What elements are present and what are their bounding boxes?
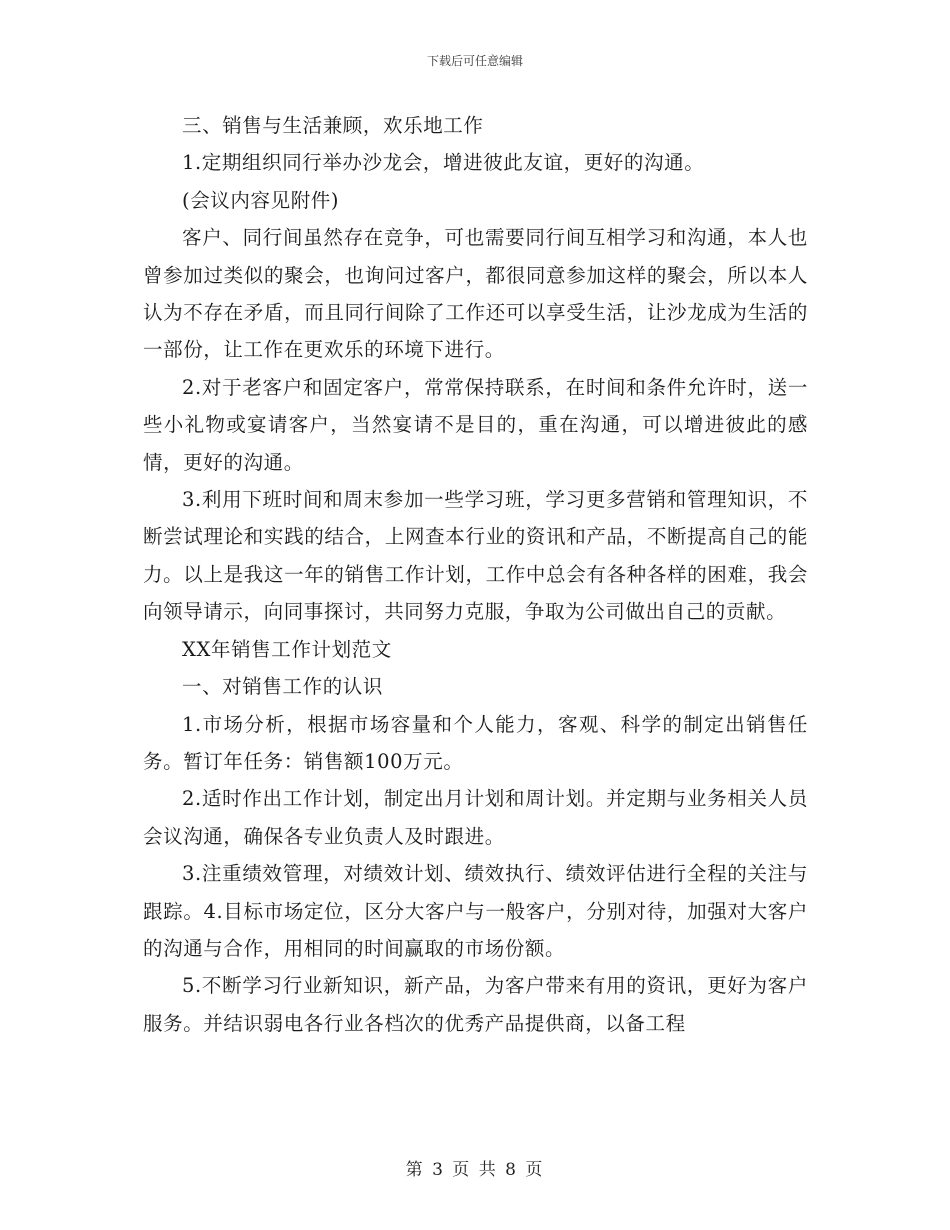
paragraph: 1.定期组织同行举办沙龙会，增进彼此友谊，更好的沟通。 <box>182 151 705 175</box>
paragraph: 2.适时作出工作计划，制定出月计划和周计划。并定期与业务相关人员会议沟通，确保各专业负责人及时跟进。 <box>143 787 808 848</box>
paragraph: 1.市场分析，根据市场容量和个人能力，客观、科学的制定出销售任务。暂订年任务：销售额100万元。 <box>143 712 808 773</box>
paragraph: (会议内容见附件) <box>182 188 340 212</box>
document-subtitle: XX年销售工作计划范文 <box>182 637 392 661</box>
paragraph: 5.不断学习行业新知识，新产品，为客户带来有用的资讯，更好为客户服务。并结识弱电各行业各档次的优秀产品提供商，以备工程 <box>143 974 808 1035</box>
page-number-footer: 第 3 页 共 8 页 <box>405 1160 545 1180</box>
section-heading-3: 三、销售与生活兼顾，欢乐地工作 <box>182 114 484 137</box>
document-body <box>143 107 808 1042</box>
paragraph: 3.注重绩效管理，对绩效计划、绩效执行、绩效评估进行全程的关注与跟踪。4.目标市场定位，区分大客户与一般客户，分别对待，加强对大客户的沟通与合作，用相同的时间赢取的市场份额。 <box>143 862 808 960</box>
paragraph: 2.对于老客户和固定客户，常常保持联系，在时间和条件允许时，送一些小礼物或宴请客户，当然宴请不是目的，重在沟通，可以增进彼此的感情，更好的沟通。 <box>143 375 808 474</box>
section-heading-1: 一、对销售工作的认识 <box>182 675 384 699</box>
page-header-note: 下载后可任意编辑 <box>426 54 523 68</box>
paragraph: 3.利用下班时间和周末参加一些学习班，学习更多营销和管理知识，不断尝试理论和实践的结合，上网查本行业的资讯和产品，不断提高自己的能力。以上是我这一年的销售工作计划，工作中总会有各种各样的困难，我会向领导请示，向同事探讨，共同努力克服，争取为公司做出自己的贡献。 <box>143 488 808 624</box>
paragraph: 客户、同行间虽然存在竞争，可也需要同行间互相学习和沟通，本人也曾参加过类似的聚会，也询问过客户，都很同意参加这样的聚会，所以本人认为不存在矛盾，而且同行间除了工作还可以享受生活，让沙龙成为生活的一部份，让工作在更欢乐的环境下进行。 <box>143 226 808 362</box>
